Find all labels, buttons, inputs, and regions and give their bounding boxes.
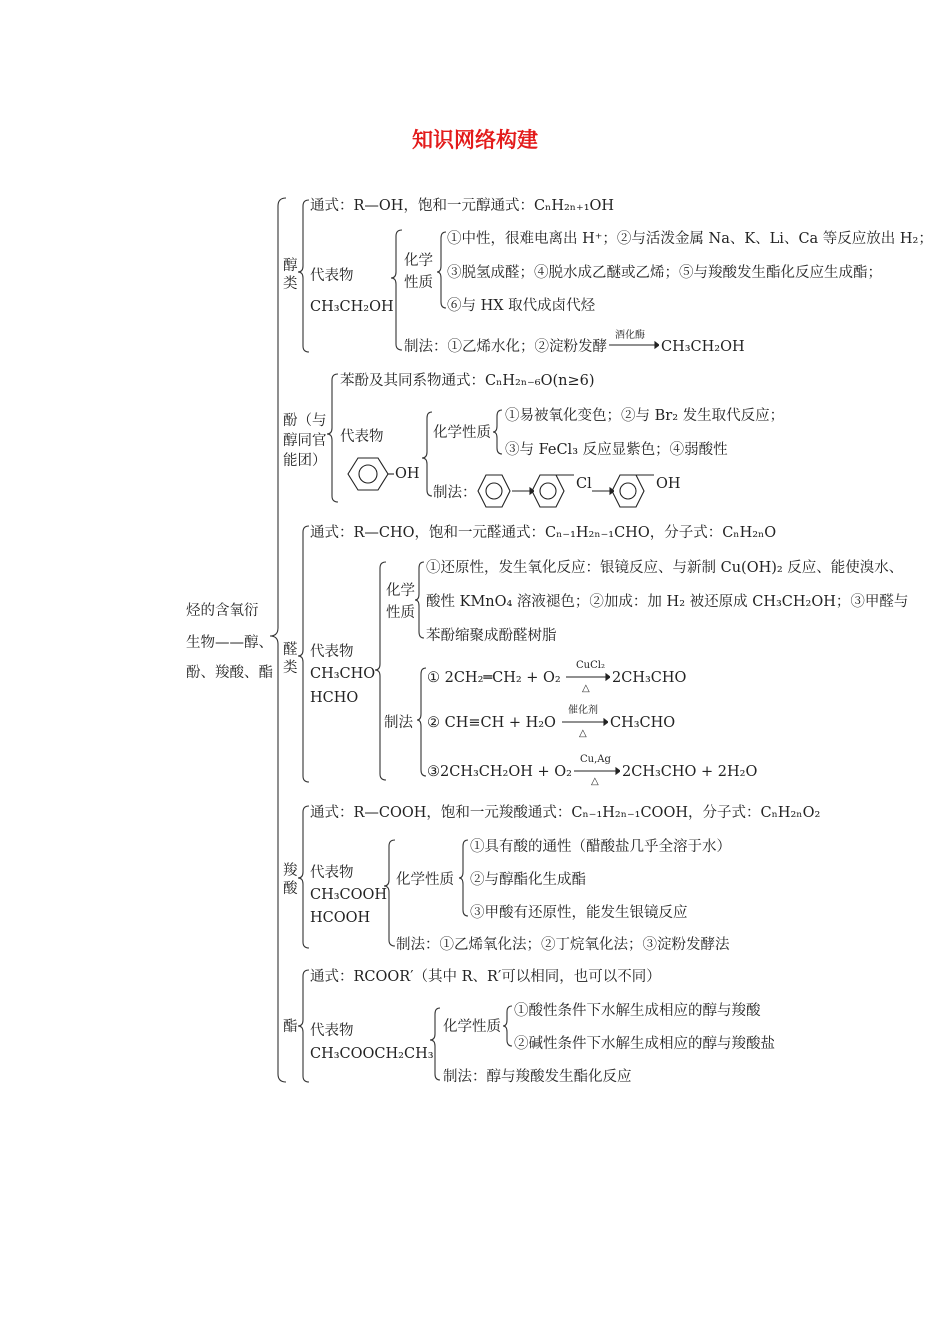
phenol-brace (327, 374, 338, 502)
ester-chem-brace (503, 1006, 512, 1046)
phenol-head-2: 醇同官 (283, 433, 327, 449)
aldehyde-prep-3-cond: △ (591, 776, 599, 787)
acid-rep-label: 代表物 (310, 865, 354, 881)
alcohol-prop-3: ⑥与 HX 取代成卤代烃 (447, 298, 596, 314)
acid-brace (298, 806, 309, 948)
aldehyde-rep-2: HCHO (310, 690, 359, 706)
aldehyde-prop-1: ①还原性，发生氧化反应：银镜反应、与新制 Cu(OH)₂ 反应、能使溴水、 (426, 560, 904, 576)
aldehyde-prop-2: 酸性 KMnO₄ 溶液褪色；②加成：加 H₂ 被还原成 CH₃CH₂OH；③甲醛与 (426, 594, 909, 610)
phenol-prep-oh: OH (656, 476, 681, 492)
aldehyde-prep-2-right: CH₃CHO (610, 715, 676, 731)
root-label-line2: 生物——醇、 (186, 635, 273, 651)
phenol-rep-label: 代表物 (340, 429, 384, 445)
acid-head-1: 羧 (283, 863, 298, 879)
acid-prop-3: ③甲酸有还原性，能发生银镜反应 (470, 905, 688, 921)
aldehyde-prep-3-left: ③2CH₃CH₂OH + O₂ (427, 764, 572, 780)
aldehyde-prep-3-right: 2CH₃CHO + 2H₂O (622, 764, 758, 780)
alcohol-rep-brace (391, 230, 402, 350)
aldehyde-rep-brace (375, 562, 386, 780)
aldehyde-head-1: 醛 (283, 642, 298, 658)
aldehyde-prep-1-right: 2CH₃CHO (612, 670, 687, 686)
phenol-prop-2: ③与 FeCl₃ 反应显紫色；④弱酸性 (505, 442, 728, 458)
aldehyde-prep-2-left: ② CH≡CH + H₂O (427, 715, 556, 731)
phenol-head-3: 能团） (283, 453, 327, 469)
reaction-arrow-icon (562, 717, 608, 727)
acid-formula: 通式：R—COOH，饱和一元羧酸通式：Cₙ₋₁H₂ₙ₋₁COOH，分子式：CₙH₂ₙO₂ (310, 805, 821, 821)
root-label-line1: 烃的含氧衍 (186, 603, 259, 619)
aldehyde-prep-brace (417, 668, 426, 776)
alcohol-prop-2: ③脱氢成醛；④脱水成乙醚或乙烯；⑤与羧酸发生酯化反应生成酯； (447, 265, 882, 281)
aldehyde-chem-label-1: 化学 (386, 583, 415, 599)
phenol-prep-cl: Cl (576, 476, 592, 492)
phenol-prop-1: ①易被氧化变色；②与 Br₂ 发生取代反应； (505, 408, 785, 424)
alcohol-prep: 制法：①乙烯水化；②淀粉发酵 (404, 339, 607, 355)
chlorobenzene-icon (530, 474, 576, 508)
alcohol-prep-catalyst: 酒化酶 (615, 330, 645, 341)
alcohol-head-2: 类 (283, 276, 298, 292)
alcohol-chem-brace (437, 232, 446, 308)
aldehyde-brace (298, 526, 309, 782)
phenol-formula: 苯酚及其同系物通式：CₙH₂ₙ₋₆O(n≥6) (340, 373, 595, 389)
aldehyde-prep-2-cat: 催化剂 (568, 705, 598, 716)
ester-formula: 通式：RCOOR′（其中 R、R′可以相同，也可以不同） (310, 969, 661, 985)
phenol-chem-label: 化学性质 (433, 425, 491, 441)
aldehyde-rep-label: 代表物 (310, 644, 354, 660)
ester-rep-compound: CH₃COOCH₂CH₃ (310, 1046, 434, 1062)
aldehyde-prep-3-cat: Cu,Ag (580, 754, 611, 765)
acid-chem-brace (459, 840, 468, 916)
ester-rep-brace (430, 1008, 440, 1080)
ester-prop-1: ①酸性条件下水解生成相应的醇与羧酸 (514, 1003, 761, 1019)
alcohol-rep-label: 代表物 (310, 268, 354, 284)
alcohol-head-1: 醇 (283, 258, 298, 274)
ester-rep-label: 代表物 (310, 1023, 354, 1039)
reaction-arrow-icon (609, 340, 659, 350)
ester-prop-2: ②碱性条件下水解生成相应的醇与羧酸盐 (514, 1036, 775, 1052)
benzene-icon (476, 474, 512, 508)
benzene-ring-icon (346, 456, 394, 492)
phenol-prep-label: 制法： (433, 485, 477, 501)
aldehyde-prep-1-left: ① 2CH₂═CH₂ + O₂ (427, 670, 561, 686)
phenol-rep-brace (422, 412, 432, 496)
ester-brace (298, 970, 309, 1082)
acid-prop-1: ①具有酸的通性（醋酸盐几乎全溶于水） (470, 839, 731, 855)
acid-prop-2: ②与醇酯化生成酯 (470, 872, 586, 888)
aldehyde-prep-label: 制法 (384, 715, 413, 731)
alcohol-chem-label-1: 化学 (404, 253, 433, 269)
reaction-arrow-icon (574, 766, 620, 776)
aldehyde-head-2: 类 (283, 660, 298, 676)
ester-prep: 制法：醇与羧酸发生酯化反应 (443, 1069, 632, 1085)
aldehyde-chem-brace (415, 562, 424, 638)
acid-rep-2: HCOOH (310, 910, 371, 926)
page-title: 知识网络构建 (412, 128, 538, 152)
aldehyde-prep-1-cond: △ (582, 683, 590, 694)
aldehyde-prep-2-cond: △ (579, 728, 587, 739)
phenol-product-icon (610, 474, 656, 508)
root-label-line3: 酚、羧酸、酯 (186, 665, 273, 681)
alcohol-prop-1: ①中性，很难电离出 H⁺；②与活泼金属 Na、K、Li、Ca 等反应放出 H₂； (447, 231, 933, 247)
alcohol-rep-compound: CH₃CH₂OH (310, 299, 394, 315)
alcohol-brace (298, 200, 309, 352)
acid-head-2: 酸 (283, 881, 298, 897)
aldehyde-rep-1: CH₃CHO (310, 666, 376, 682)
acid-prep: 制法：①乙烯氧化法；②丁烷氧化法；③淀粉发酵法 (396, 937, 730, 953)
phenol-chem-brace (493, 410, 502, 454)
phenol-rep-oh: OH (395, 466, 420, 482)
reaction-arrow-icon (566, 672, 610, 682)
aldehyde-chem-label-2: 性质 (386, 605, 415, 621)
acid-chem-label: 化学性质 (396, 872, 454, 888)
ester-head: 酯 (283, 1019, 298, 1035)
aldehyde-prop-3: 苯酚缩聚成酚醛树脂 (426, 628, 557, 644)
acid-rep-1: CH₃COOH (310, 887, 388, 903)
aldehyde-formula: 通式：R—CHO，饱和一元醛通式：Cₙ₋₁H₂ₙ₋₁CHO，分子式：CₙH₂ₙO (310, 525, 777, 541)
alcohol-chem-label-2: 性质 (404, 275, 433, 291)
alcohol-prep-product: CH₃CH₂OH (661, 339, 745, 355)
phenol-head-1: 酚（与 (283, 413, 327, 429)
aldehyde-prep-1-cat: CuCl₂ (576, 660, 605, 671)
ester-chem-label: 化学性质 (443, 1019, 501, 1035)
alcohol-formula: 通式：R—OH，饱和一元醇通式：CₙH₂ₙ₊₁OH (310, 198, 615, 214)
